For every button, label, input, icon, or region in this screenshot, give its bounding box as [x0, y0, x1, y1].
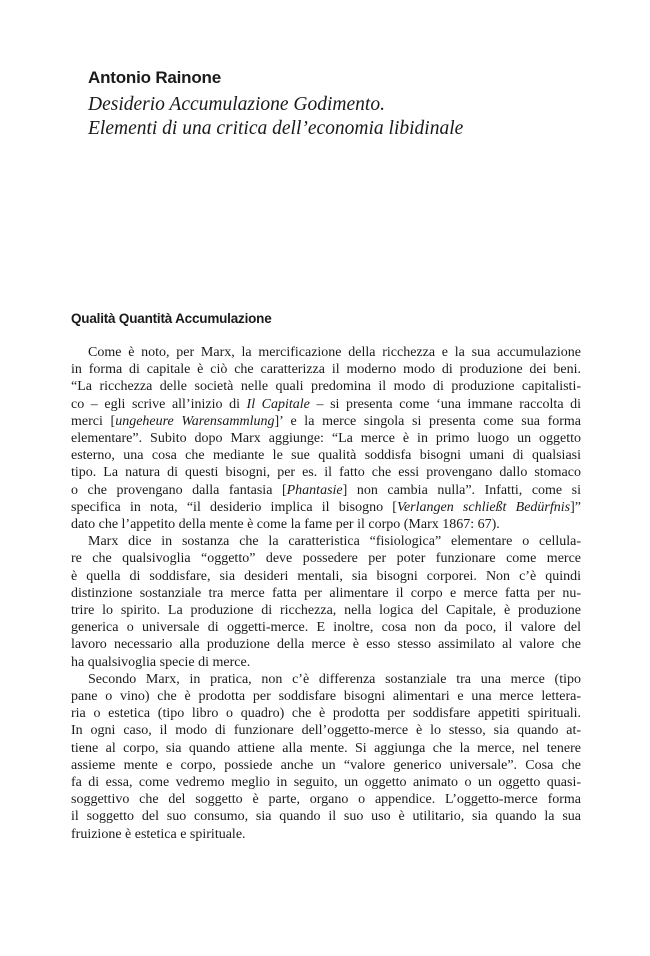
paragraph-2 — [71, 533, 581, 671]
text-line: tiene al corpo, sia quando attiene alla mente. Si aggiunga che la merce, nel tenere — [71, 740, 581, 756]
text-line: fruizione è estetica e spirituale. — [71, 826, 246, 842]
text-line: “La ricchezza delle società nelle quali predomina il modo di produzione capitalisti- — [71, 379, 581, 395]
chapter-title-line: Desiderio Accumulazione Godimento. — [88, 94, 385, 115]
text-line: ha qualsivoglia specie di merce. — [71, 654, 251, 670]
section-heading: Qualità Quantità Accumulazione — [71, 311, 272, 326]
text-line: lavoro necessario alla produzione della merce è esso stesso assimilato al valore che — [71, 637, 581, 653]
text-line: re che qualsivoglia “oggetto” deve possedere per poter funzionare come merce — [71, 551, 581, 567]
text-line: o che provengano dalla fantasia [Phantasie] non cambia nulla”. Infatti, come si — [71, 482, 582, 498]
text-line: elementare”. Subito dopo Marx aggiunge: “La merce è in primo luogo un oggetto — [71, 431, 581, 447]
author-name: Antonio Rainone — [88, 68, 221, 87]
body-text — [71, 344, 581, 843]
text-line: Come è noto, per Marx, la mercificazione della ricchezza e la sua accumulazione — [88, 345, 581, 360]
text-line: specifica in nota, “il desiderio implica il bisogno [Verlangen schließt Bedürfnis]” — [71, 499, 581, 515]
paragraph-1 — [71, 344, 581, 533]
text-line: generica o universale di oggetti-merce. E inoltre, cosa non da poco, il valore del — [71, 620, 581, 636]
text-line: fa di essa, come vedremo meglio in seguito, un oggetto animato o un oggetto quasi- — [71, 775, 581, 791]
paragraph-3 — [71, 671, 581, 843]
text-line: Marx dice in sostanza che la caratteristica “fisiologica” elementare o cellula- — [88, 534, 581, 550]
text-line: tipo. La natura di questi bisogni, per es. il fatto che essi provengano dallo stomaco — [71, 465, 581, 481]
text-line: merci [ungeheure Warensammlung]’ e la merce singola si presenta come sua forma — [71, 413, 582, 429]
text-line: pane o vino) che è prodotta per soddisfare bisogni alimentari e una merce lettera- — [71, 689, 581, 705]
text-line: trire lo spirito. La produzione di ricchezza, nella logica del Capitale, è produzione — [71, 603, 581, 619]
text-line: distinzione sostanziale tra merce fatta per alimentare il corpo e merce fatta per nu- — [71, 585, 581, 601]
text-line: in forma di capitale è ciò che caratterizza il moderno modo di produzione dei beni. — [71, 362, 581, 378]
text-line: è quella di soddisfare, sia desideri mentali, sia bisogni corporei. Non c’è quindi — [71, 568, 581, 584]
chapter-title-line: Elementi di una critica dell’economia libidinale — [88, 118, 464, 139]
text-line: il soggetto del suo consumo, sia quando il suo uso è utilitario, sia quando la sua — [71, 809, 581, 825]
text-line: In ogni caso, il modo di funzionare dell’oggetto-merce è lo stesso, sia quando at- — [71, 723, 581, 739]
chapter-title — [88, 93, 608, 141]
text-line: soggettivo che del soggetto è parte, organo o appendice. L’oggetto-merce forma — [71, 792, 581, 808]
text-line: co – egli scrive all’inizio di Il Capitale – si presenta come ‘una immane raccolta di — [71, 396, 581, 412]
text-line: dato che l’appetito della mente è come la fame per il corpo (Marx 1867: 67). — [71, 517, 500, 533]
text-line: Secondo Marx, in pratica, non c’è differenza sostanziale tra una merce (tipo — [88, 671, 581, 687]
text-line: esterno, una cosa che mediante le sue qualità soddisfa bisogni umani di qualsiasi — [71, 448, 581, 464]
text-line: assieme mente e corpo, possiede anche un “valore generico universale”. Cosa che — [71, 757, 581, 773]
text-line: ria o estetica (tipo libro o quadro) che è prodotta per soddisfare appetiti spirituali. — [71, 706, 581, 722]
